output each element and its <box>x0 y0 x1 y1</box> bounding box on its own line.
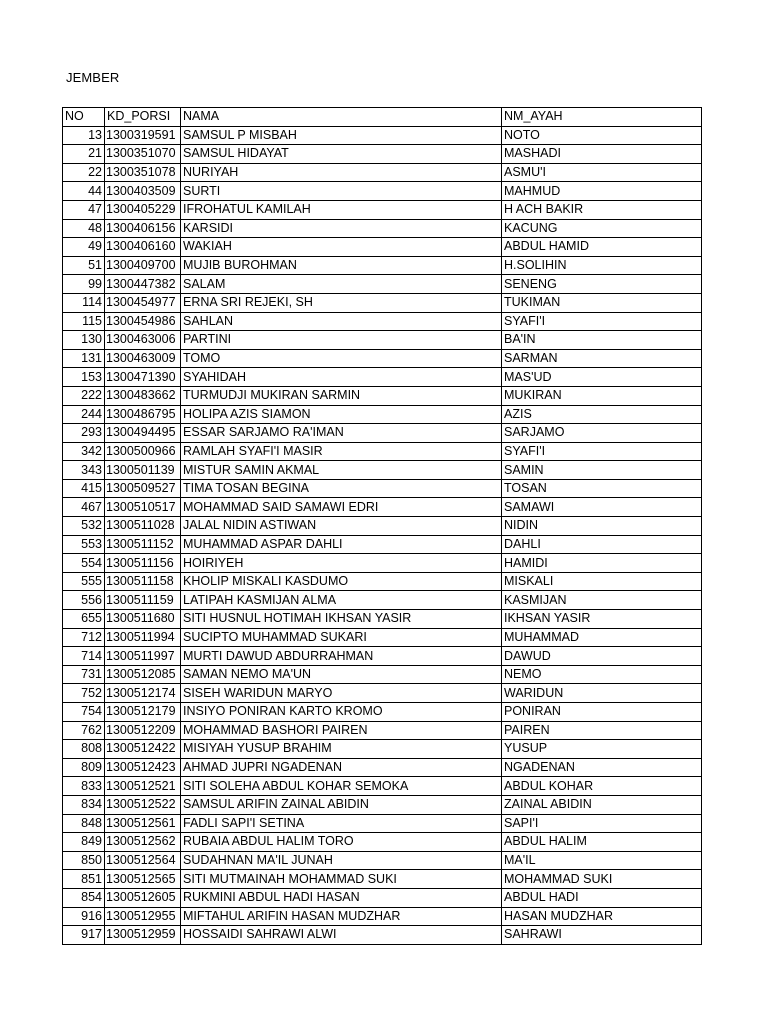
cell-nama: HOSSAIDI SAHRAWI ALWI <box>181 926 502 945</box>
cell-nm-ayah: ASMU'I <box>502 163 702 182</box>
cell-no: 555 <box>63 572 105 591</box>
cell-no: 762 <box>63 721 105 740</box>
cell-nama: KHOLIP MISKALI KASDUMO <box>181 572 502 591</box>
cell-nm-ayah: TOSAN <box>502 479 702 498</box>
cell-kd-porsi: 1300454986 <box>105 312 181 331</box>
cell-nm-ayah: NOTO <box>502 126 702 145</box>
cell-nm-ayah: BA'IN <box>502 331 702 350</box>
cell-nm-ayah: NIDIN <box>502 517 702 536</box>
cell-nama: PARTINI <box>181 331 502 350</box>
column-header-kd-porsi: KD_PORSI <box>105 108 181 127</box>
cell-kd-porsi: 1300511158 <box>105 572 181 591</box>
table-row <box>63 610 702 629</box>
cell-nama: RUKMINI ABDUL HADI HASAN <box>181 888 502 907</box>
cell-no: 712 <box>63 628 105 647</box>
cell-no: 131 <box>63 349 105 368</box>
cell-kd-porsi: 1300486795 <box>105 405 181 424</box>
table-row <box>63 219 702 238</box>
cell-nm-ayah: KASMIJAN <box>502 591 702 610</box>
cell-nm-ayah: MA'IL <box>502 851 702 870</box>
cell-kd-porsi: 1300512959 <box>105 926 181 945</box>
cell-nm-ayah: ABDUL HALIM <box>502 833 702 852</box>
cell-nama: SISEH WARIDUN MARYO <box>181 684 502 703</box>
cell-nama: RAMLAH SYAFI'I MASIR <box>181 442 502 461</box>
cell-nama: MOHAMMAD BASHORI PAIREN <box>181 721 502 740</box>
cell-no: 44 <box>63 182 105 201</box>
table-row <box>63 535 702 554</box>
cell-kd-porsi: 1300511152 <box>105 535 181 554</box>
table-row <box>63 758 702 777</box>
cell-kd-porsi: 1300454977 <box>105 293 181 312</box>
cell-no: 13 <box>63 126 105 145</box>
cell-no: 467 <box>63 498 105 517</box>
table-row <box>63 888 702 907</box>
cell-nama: JALAL NIDIN ASTIWAN <box>181 517 502 536</box>
cell-nama: MUJIB BUROHMAN <box>181 256 502 275</box>
table-row <box>63 926 702 945</box>
cell-no: 655 <box>63 610 105 629</box>
cell-nama: SAMAN NEMO MA'UN <box>181 665 502 684</box>
cell-kd-porsi: 1300512522 <box>105 795 181 814</box>
cell-nama: SUDAHNAN MA'IL JUNAH <box>181 851 502 870</box>
cell-no: 834 <box>63 795 105 814</box>
table-row <box>63 126 702 145</box>
cell-no: 343 <box>63 461 105 480</box>
cell-nm-ayah: ABDUL HADI <box>502 888 702 907</box>
cell-nm-ayah: H.SOLIHIN <box>502 256 702 275</box>
table-body <box>63 126 702 944</box>
cell-kd-porsi: 1300512605 <box>105 888 181 907</box>
cell-kd-porsi: 1300500966 <box>105 442 181 461</box>
cell-no: 731 <box>63 665 105 684</box>
cell-nama: MURTI DAWUD ABDURRAHMAN <box>181 647 502 666</box>
table-row <box>63 368 702 387</box>
cell-nama: HOIRIYEH <box>181 554 502 573</box>
table-row <box>63 498 702 517</box>
cell-kd-porsi: 1300483662 <box>105 386 181 405</box>
cell-nama: AHMAD JUPRI NGADENAN <box>181 758 502 777</box>
cell-no: 51 <box>63 256 105 275</box>
cell-nama: MISTUR SAMIN AKMAL <box>181 461 502 480</box>
table-row <box>63 312 702 331</box>
cell-no: 553 <box>63 535 105 554</box>
cell-nm-ayah: MAHMUD <box>502 182 702 201</box>
table-row <box>63 442 702 461</box>
header-row <box>63 108 702 127</box>
table-row <box>63 740 702 759</box>
cell-nama: LATIPAH KASMIJAN ALMA <box>181 591 502 610</box>
cell-nama: SITI MUTMAINAH MOHAMMAD SUKI <box>181 870 502 889</box>
cell-nm-ayah: H ACH BAKIR <box>502 200 702 219</box>
cell-kd-porsi: 1300509527 <box>105 479 181 498</box>
cell-nama: SYAHIDAH <box>181 368 502 387</box>
cell-kd-porsi: 1300511028 <box>105 517 181 536</box>
cell-kd-porsi: 1300409700 <box>105 256 181 275</box>
cell-no: 222 <box>63 386 105 405</box>
cell-no: 850 <box>63 851 105 870</box>
cell-kd-porsi: 1300501139 <box>105 461 181 480</box>
table-row <box>63 349 702 368</box>
cell-kd-porsi: 1300351078 <box>105 163 181 182</box>
cell-kd-porsi: 1300406160 <box>105 238 181 257</box>
table-row <box>63 461 702 480</box>
table-row <box>63 684 702 703</box>
cell-no: 293 <box>63 424 105 443</box>
cell-nm-ayah: MISKALI <box>502 572 702 591</box>
cell-nama: SAMSUL HIDAYAT <box>181 145 502 164</box>
cell-kd-porsi: 1300512174 <box>105 684 181 703</box>
cell-kd-porsi: 1300403509 <box>105 182 181 201</box>
cell-nama: IFROHATUL KAMILAH <box>181 200 502 219</box>
cell-nm-ayah: AZIS <box>502 405 702 424</box>
cell-no: 21 <box>63 145 105 164</box>
table-row <box>63 405 702 424</box>
cell-kd-porsi: 1300471390 <box>105 368 181 387</box>
cell-no: 47 <box>63 200 105 219</box>
cell-nm-ayah: SARJAMO <box>502 424 702 443</box>
table-row <box>63 907 702 926</box>
cell-nama: HOLIPA AZIS SIAMON <box>181 405 502 424</box>
cell-nama: MOHAMMAD SAID SAMAWI EDRI <box>181 498 502 517</box>
cell-nm-ayah: PAIREN <box>502 721 702 740</box>
cell-no: 244 <box>63 405 105 424</box>
cell-kd-porsi: 1300511156 <box>105 554 181 573</box>
table-row <box>63 163 702 182</box>
table-row <box>63 331 702 350</box>
cell-no: 848 <box>63 814 105 833</box>
table-row <box>63 777 702 796</box>
table-row <box>63 665 702 684</box>
cell-no: 153 <box>63 368 105 387</box>
cell-nm-ayah: SYAFI'I <box>502 312 702 331</box>
cell-kd-porsi: 1300512562 <box>105 833 181 852</box>
table-row <box>63 145 702 164</box>
cell-nama: FADLI SAPI'I SETINA <box>181 814 502 833</box>
table-row <box>63 275 702 294</box>
table-row <box>63 721 702 740</box>
cell-kd-porsi: 1300510517 <box>105 498 181 517</box>
cell-kd-porsi: 1300447382 <box>105 275 181 294</box>
table-row <box>63 424 702 443</box>
table-row <box>63 703 702 722</box>
cell-nm-ayah: PONIRAN <box>502 703 702 722</box>
cell-kd-porsi: 1300512179 <box>105 703 181 722</box>
cell-no: 917 <box>63 926 105 945</box>
cell-no: 49 <box>63 238 105 257</box>
cell-no: 833 <box>63 777 105 796</box>
table-row <box>63 647 702 666</box>
table-row <box>63 238 702 257</box>
cell-kd-porsi: 1300511159 <box>105 591 181 610</box>
table-row <box>63 591 702 610</box>
table-row <box>63 554 702 573</box>
cell-nm-ayah: SAMIN <box>502 461 702 480</box>
table-row <box>63 293 702 312</box>
cell-nama: MUHAMMAD ASPAR DAHLI <box>181 535 502 554</box>
cell-no: 415 <box>63 479 105 498</box>
table-row <box>63 386 702 405</box>
cell-nm-ayah: MUKIRAN <box>502 386 702 405</box>
cell-nama: MISIYAH YUSUP BRAHIM <box>181 740 502 759</box>
table-header <box>63 108 702 127</box>
cell-nama: SURTI <box>181 182 502 201</box>
cell-nm-ayah: WARIDUN <box>502 684 702 703</box>
cell-nm-ayah: MOHAMMAD SUKI <box>502 870 702 889</box>
cell-no: 854 <box>63 888 105 907</box>
cell-nm-ayah: HASAN MUDZHAR <box>502 907 702 926</box>
cell-no: 714 <box>63 647 105 666</box>
cell-no: 851 <box>63 870 105 889</box>
table-row <box>63 517 702 536</box>
cell-nama: RUBAIA ABDUL HALIM TORO <box>181 833 502 852</box>
cell-no: 532 <box>63 517 105 536</box>
cell-nm-ayah: SAMAWI <box>502 498 702 517</box>
table-row <box>63 200 702 219</box>
cell-kd-porsi: 1300512085 <box>105 665 181 684</box>
cell-no: 916 <box>63 907 105 926</box>
column-header-nm-ayah: NM_AYAH <box>502 108 702 127</box>
cell-nm-ayah: SAPI'I <box>502 814 702 833</box>
cell-nama: WAKIAH <box>181 238 502 257</box>
table-row <box>63 628 702 647</box>
cell-kd-porsi: 1300511994 <box>105 628 181 647</box>
cell-nama: MIFTAHUL ARIFIN HASAN MUDZHAR <box>181 907 502 926</box>
cell-kd-porsi: 1300512955 <box>105 907 181 926</box>
cell-nama: KARSIDI <box>181 219 502 238</box>
cell-no: 754 <box>63 703 105 722</box>
cell-kd-porsi: 1300406156 <box>105 219 181 238</box>
cell-nm-ayah: SYAFI'I <box>502 442 702 461</box>
cell-kd-porsi: 1300512209 <box>105 721 181 740</box>
cell-nm-ayah: SAHRAWI <box>502 926 702 945</box>
cell-no: 849 <box>63 833 105 852</box>
column-header-no: NO <box>63 108 105 127</box>
cell-nm-ayah: DAWUD <box>502 647 702 666</box>
cell-nama: SAMSUL ARIFIN ZAINAL ABIDIN <box>181 795 502 814</box>
cell-kd-porsi: 1300512565 <box>105 870 181 889</box>
cell-nm-ayah: YUSUP <box>502 740 702 759</box>
column-header-nama: NAMA <box>181 108 502 127</box>
cell-no: 752 <box>63 684 105 703</box>
table-row <box>63 833 702 852</box>
cell-nm-ayah: MUHAMMAD <box>502 628 702 647</box>
cell-nm-ayah: HAMIDI <box>502 554 702 573</box>
cell-no: 554 <box>63 554 105 573</box>
cell-nama: TIMA TOSAN BEGINA <box>181 479 502 498</box>
table-row <box>63 851 702 870</box>
cell-nama: TURMUDJI MUKIRAN SARMIN <box>181 386 502 405</box>
cell-no: 556 <box>63 591 105 610</box>
cell-nama: TOMO <box>181 349 502 368</box>
cell-nm-ayah: ABDUL KOHAR <box>502 777 702 796</box>
cell-kd-porsi: 1300512561 <box>105 814 181 833</box>
cell-nm-ayah: SARMAN <box>502 349 702 368</box>
cell-kd-porsi: 1300463006 <box>105 331 181 350</box>
cell-nm-ayah: ABDUL HAMID <box>502 238 702 257</box>
cell-no: 130 <box>63 331 105 350</box>
table-row <box>63 182 702 201</box>
cell-nm-ayah: IKHSAN YASIR <box>502 610 702 629</box>
cell-nama: SAMSUL P MISBAH <box>181 126 502 145</box>
cell-nama: SITI SOLEHA ABDUL KOHAR SEMOKA <box>181 777 502 796</box>
cell-nama: ERNA SRI REJEKI, SH <box>181 293 502 312</box>
cell-nama: INSIYO PONIRAN KARTO KROMO <box>181 703 502 722</box>
cell-nm-ayah: NEMO <box>502 665 702 684</box>
cell-no: 99 <box>63 275 105 294</box>
cell-nm-ayah: SENENG <box>502 275 702 294</box>
table-row <box>63 795 702 814</box>
cell-kd-porsi: 1300494495 <box>105 424 181 443</box>
cell-kd-porsi: 1300511997 <box>105 647 181 666</box>
cell-nama: NURIYAH <box>181 163 502 182</box>
cell-nama: SITI HUSNUL HOTIMAH IKHSAN YASIR <box>181 610 502 629</box>
cell-nama: ESSAR SARJAMO RA'IMAN <box>181 424 502 443</box>
cell-nm-ayah: MASHADI <box>502 145 702 164</box>
cell-kd-porsi: 1300512521 <box>105 777 181 796</box>
table-row <box>63 256 702 275</box>
cell-no: 48 <box>63 219 105 238</box>
cell-nm-ayah: MAS'UD <box>502 368 702 387</box>
cell-kd-porsi: 1300512423 <box>105 758 181 777</box>
cell-no: 115 <box>63 312 105 331</box>
cell-kd-porsi: 1300351070 <box>105 145 181 164</box>
cell-kd-porsi: 1300511680 <box>105 610 181 629</box>
cell-kd-porsi: 1300512564 <box>105 851 181 870</box>
document-title: JEMBER <box>66 70 120 85</box>
cell-nama: SAHLAN <box>181 312 502 331</box>
table-row <box>63 479 702 498</box>
cell-no: 342 <box>63 442 105 461</box>
cell-nama: SUCIPTO MUHAMMAD SUKARI <box>181 628 502 647</box>
cell-no: 809 <box>63 758 105 777</box>
cell-no: 114 <box>63 293 105 312</box>
cell-nm-ayah: DAHLI <box>502 535 702 554</box>
cell-nm-ayah: TUKIMAN <box>502 293 702 312</box>
table-row <box>63 572 702 591</box>
cell-no: 808 <box>63 740 105 759</box>
cell-nama: SALAM <box>181 275 502 294</box>
data-table <box>62 107 702 945</box>
table-row <box>63 814 702 833</box>
cell-nm-ayah: NGADENAN <box>502 758 702 777</box>
cell-kd-porsi: 1300512422 <box>105 740 181 759</box>
cell-no: 22 <box>63 163 105 182</box>
table-row <box>63 870 702 889</box>
cell-nm-ayah: KACUNG <box>502 219 702 238</box>
cell-kd-porsi: 1300319591 <box>105 126 181 145</box>
cell-kd-porsi: 1300405229 <box>105 200 181 219</box>
cell-nm-ayah: ZAINAL ABIDIN <box>502 795 702 814</box>
cell-kd-porsi: 1300463009 <box>105 349 181 368</box>
